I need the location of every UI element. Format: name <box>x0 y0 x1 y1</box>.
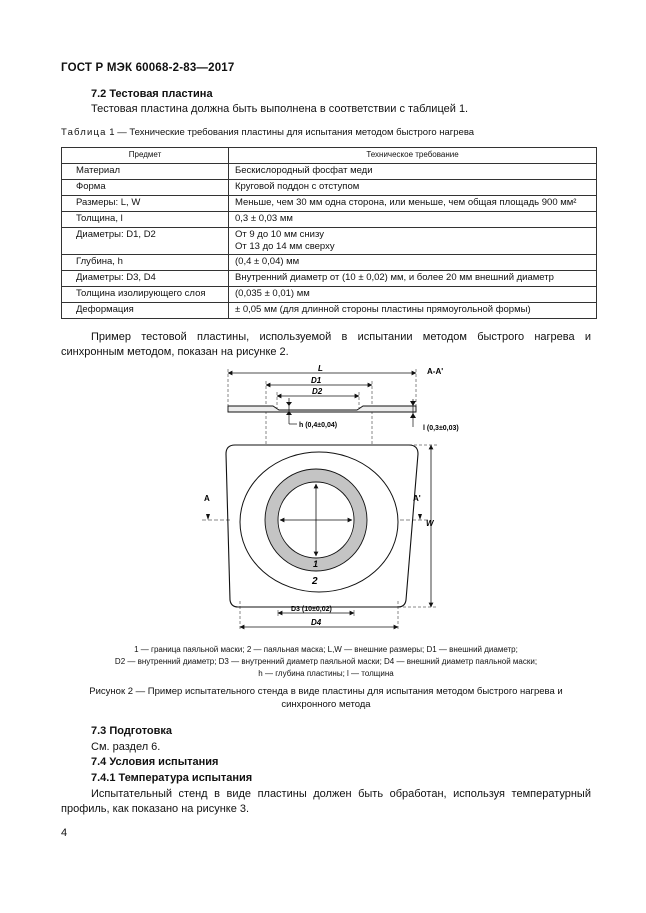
section-view-label: A-A' <box>427 367 444 376</box>
row-item: Глубина, h <box>62 255 229 271</box>
figure-caption <box>61 685 591 711</box>
dimension-label-D4: D4 <box>311 618 322 627</box>
table-header-requirement: Техническое требование <box>229 148 597 164</box>
row-item: Размеры: L, W <box>62 196 229 212</box>
row-item: Деформация <box>62 303 229 319</box>
table-row <box>62 271 597 287</box>
dimension-label-W: W <box>426 519 434 528</box>
row-requirement: Круговой поддон с отступом <box>229 180 597 196</box>
figure-caption-line: Рисунок 2 — Пример испытательного стенда в виде пластины для испытания методом быстрого нагрева и <box>89 686 563 697</box>
table-row <box>62 228 597 255</box>
dimension-label-D3: D3 (10±0,02) <box>291 606 332 613</box>
row-item: Диаметры: D3, D4 <box>62 271 229 287</box>
section-marker-A: A <box>204 494 210 503</box>
row-requirement-line: От 13 до 14 мм сверху <box>235 241 335 252</box>
row-requirement: (0,4 ± 0,04) мм <box>229 255 597 271</box>
callout-1: 1 <box>313 559 319 569</box>
section-7-3-title: 7.3 Подготовка <box>91 725 173 737</box>
section-7-2-title: 7.2 Тестовая пластина <box>91 88 213 100</box>
row-requirement: Меньше, чем 30 мм одна сторона, или меньше, чем общая площадь 900 мм² <box>229 196 597 212</box>
table-caption-rest: 1 — Технические требования пластины для испытания методом быстрого нагрева <box>106 127 475 138</box>
section-7-4-1-title: 7.4.1 Температура испытания <box>91 772 253 784</box>
legend-line-2: D2 — внутренний диаметр; D3 — внутренний диаметр паяльной маски; D4 — внешний диаметр паяльной маски; <box>114 657 538 666</box>
page-number: 4 <box>61 827 68 839</box>
legend-line-1: 1 — граница паяльной маски; 2 — паяльная маска; L,W — внешние размеры; D1 — внешний диаметр; <box>134 645 518 654</box>
section-arrow-icon <box>206 514 210 520</box>
dimension-label-D2: D2 <box>312 387 323 396</box>
table-caption-word: Таблица <box>61 127 107 138</box>
depth-label: h (0,4±0,04) <box>299 422 338 429</box>
table-row <box>62 180 597 196</box>
figure-caption-line: синхронного метода <box>281 699 371 710</box>
table-row <box>62 303 597 319</box>
section-7-2-text: Тестовая пластина должна быть выполнена в соответствии с таблицей 1. <box>91 103 469 115</box>
table-row <box>62 196 597 212</box>
table-row <box>62 212 597 228</box>
row-requirement: ± 0,05 мм (для длинной стороны пластины прямоугольной формы) <box>229 303 597 319</box>
row-requirement: Внутренний диаметр от (10 ± 0,02) мм, и более 20 мм внешний диаметр <box>229 271 597 287</box>
test-plate-figure <box>185 363 475 638</box>
document-header: ГОСТ Р МЭК 60068-2-83—2017 <box>61 62 235 74</box>
row-requirement <box>229 228 597 255</box>
table-caption <box>61 127 474 138</box>
row-item: Толщина изолирующего слоя <box>62 287 229 303</box>
row-item: Толщина, l <box>62 212 229 228</box>
requirements-table <box>61 147 597 319</box>
table-row <box>62 164 597 180</box>
thickness-label: l (0,3±0,03) <box>423 425 459 432</box>
table-header-item: Предмет <box>62 148 229 164</box>
table-row <box>62 255 597 271</box>
callout-2: 2 <box>312 576 318 587</box>
plate-cross-section <box>228 406 416 412</box>
table-header-row <box>62 148 597 164</box>
section-7-4-title: 7.4 Условия испытания <box>91 756 219 768</box>
thickness-arrow <box>410 413 416 418</box>
dimension-label-L: L <box>318 364 323 373</box>
row-requirement: 0,3 ± 0,03 мм <box>229 212 597 228</box>
depth-arrow <box>286 402 292 406</box>
row-requirement: Бескислородный фосфат меди <box>229 164 597 180</box>
row-item: Материал <box>62 164 229 180</box>
legend-line-3: h — глубина пластины; l — толщина <box>258 669 394 678</box>
row-item: Диаметры: D1, D2 <box>62 228 229 255</box>
row-item: Форма <box>62 180 229 196</box>
row-requirement-line: От 9 до 10 мм снизу <box>235 229 324 240</box>
section-marker-A-prime: A' <box>413 494 421 503</box>
section-7-3-text: См. раздел 6. <box>91 741 161 753</box>
table-row <box>62 287 597 303</box>
dimension-label-D1: D1 <box>311 376 322 385</box>
example-paragraph: Пример тестовой пластины, используемой в испытании методом быстрого нагрева и синхронным методом, показан на рисунке 2. <box>61 331 591 358</box>
thickness-arrow <box>410 401 416 406</box>
row-requirement: (0,035 ± 0,01) мм <box>229 287 597 303</box>
section-arrow-icon <box>418 514 422 520</box>
section-7-4-1-text: Испытательный стенд в виде пластины должен быть обработан, используя температурный профиль, как показано на рисунке 3. <box>61 788 591 815</box>
